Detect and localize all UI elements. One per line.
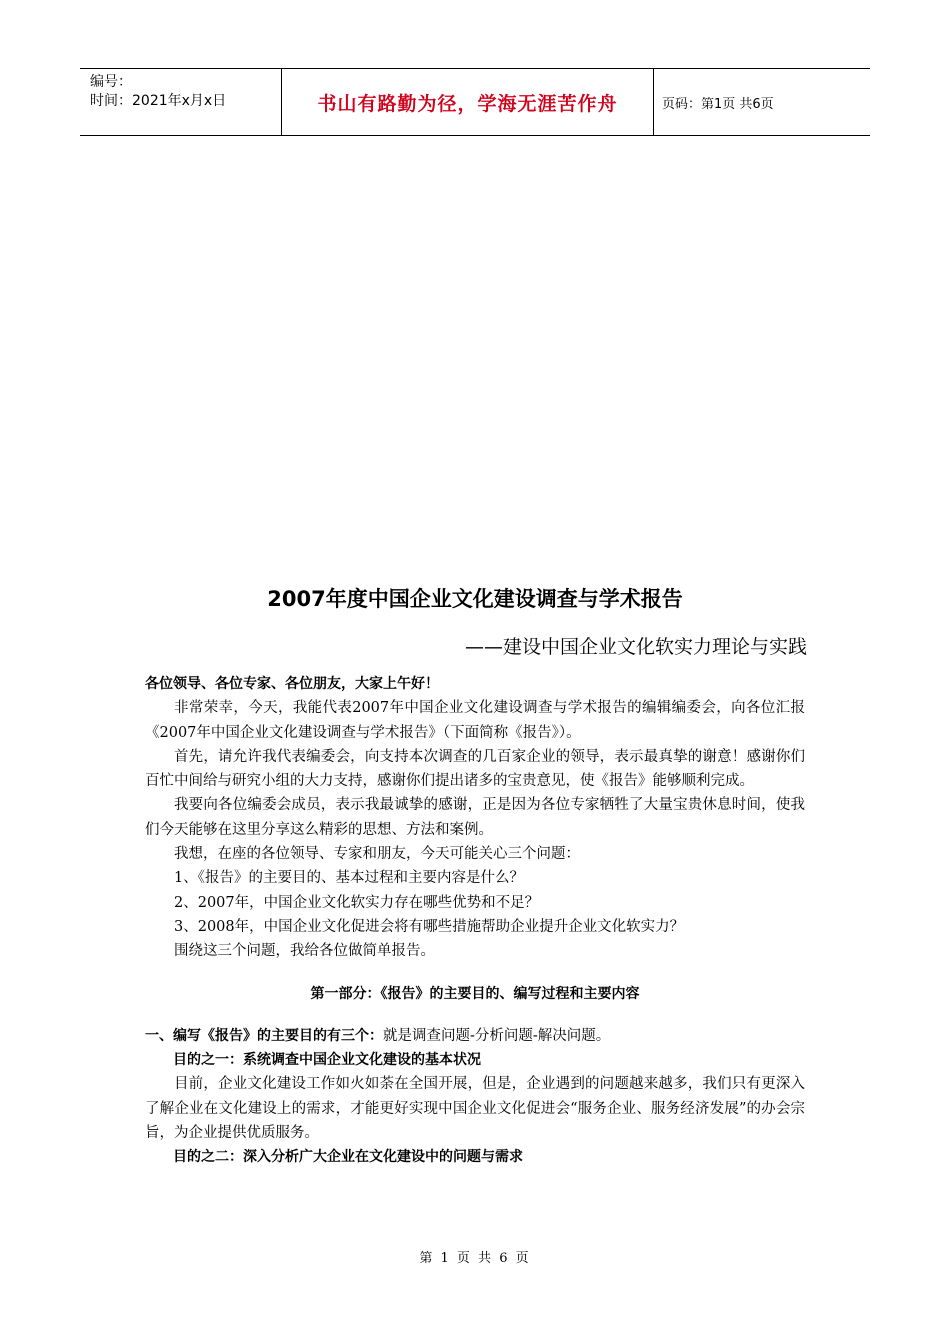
time-label: 时间：2021年x月x日 (90, 93, 227, 109)
paragraph: 围绕这三个问题，我给各位做简单报告。 (174, 943, 435, 960)
goal1-heading: 目的之一：系统调查中国企业文化建设的基本状况 (173, 1052, 481, 1069)
question-item: 3、2008年，中国企业文化促进会将有哪些措施帮助企业提升企业文化软实力？ (174, 918, 685, 935)
paragraph: 首先，请允许我代表编委会，向支持本次调查的几百家企业的领导，表示最真挚的谢意！感谢你们百忙中间给与研究小组的大力支持，感谢你们提出诸多的宝贵意见，使《报告》能够顺利完成。 (145, 748, 805, 790)
page-info: 页码：第1页 共6页 (662, 96, 774, 112)
goal2-heading: 目的之二：深入分析广大企业在文化建设中的问题与需求 (173, 1149, 523, 1166)
section1-heading (145, 1024, 805, 1048)
page-footer: 第 1 页 共 6 页 (419, 1251, 531, 1266)
question-item: 1、《报告》的主要目的、基本过程和主要内容是什么？ (174, 870, 524, 887)
paragraph: 我要向各位编委会成员，表示我最诚挚的感谢，正是因为各位专家牺牲了大量宝贵休息时间，使我们今天能够在这里分享这么精彩的思想、方法和案例。 (145, 797, 805, 838)
header-table (80, 68, 870, 136)
part1-heading: 第一部分：《报告》的主要目的、编写过程和主要内容 (310, 985, 640, 1002)
question-item: 2、2007年，中国企业文化软实力存在哪些优势和不足？ (174, 894, 540, 911)
goal1-text: 目前，企业文化建设工作如火如荼在全国开展，但是，企业遇到的问题越来越多，我们只有更深入了解企业在文化建设上的需求，才能更好实现中国企业文化促进会“服务企业、服务经济发展”的办会宗旨，为企业提供优质服务。 (145, 1076, 805, 1142)
document-subtitle: ——建设中国企业文化软实力理论与实践 (464, 636, 807, 658)
paragraph: 非常荣幸，今天，我能代表2007年中国企业文化建设调查与学术报告的编辑编委会，向各位汇报《2007年中国企业文化建设调查与学术报告》（下面简称《报告》）。 (145, 700, 805, 741)
header-left-cell (80, 69, 282, 135)
section1-heading-bold: 一、编写《报告》的主要目的有三个： (145, 1027, 383, 1044)
document-title: 2007年度中国企业文化建设调查与学术报告 (267, 587, 683, 611)
number-label: 编号： (90, 74, 132, 90)
paragraph: 我想，在座的各位领导、专家和朋友，今天可能关心三个问题： (174, 846, 580, 863)
motto: 书山有路勤为径，学海无涯苦作舟 (282, 69, 654, 135)
section1-heading-rest: 就是调查问题-分析问题-解决问题。 (383, 1027, 611, 1044)
greeting: 各位领导、各位专家、各位朋友，大家上午好！ (145, 676, 439, 692)
document-body (145, 672, 805, 1170)
